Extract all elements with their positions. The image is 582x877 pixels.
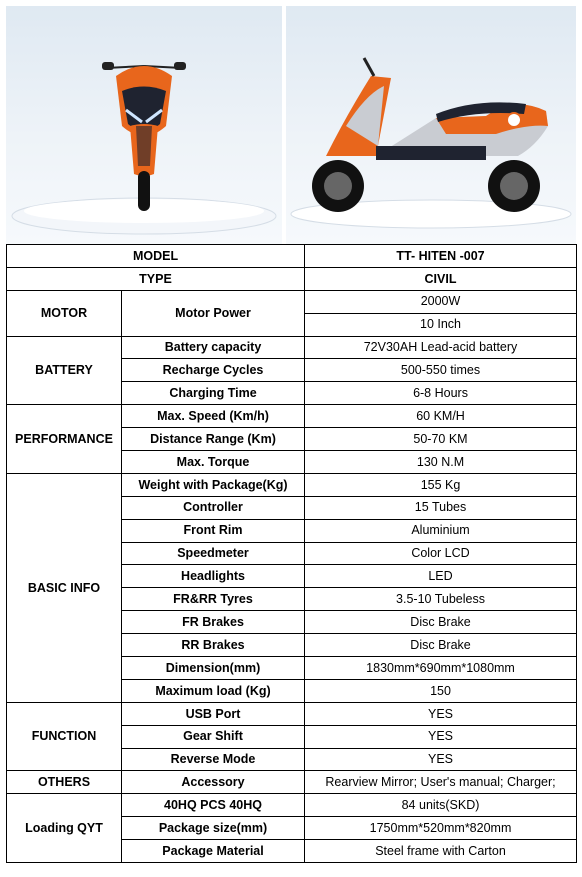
table-row [7,290,577,313]
param-cell: Controller [122,496,305,519]
scooter-side-photo [286,6,576,244]
param-cell: Gear Shift [122,725,305,748]
value-cell: 15 Tubes [305,496,577,519]
value-cell: 6-8 Hours [305,382,577,405]
value-cell: 1830mm*690mm*1080mm [305,657,577,680]
param-cell: USB Port [122,702,305,725]
table-row [7,771,577,794]
model-label: MODEL [7,245,305,268]
param-cell: Package Material [122,840,305,863]
value-cell: LED [305,565,577,588]
type-label: TYPE [7,267,305,290]
group-performance: PERFORMANCE [7,405,122,474]
param-cell: Speedmeter [122,542,305,565]
value-cell: 155 Kg [305,473,577,496]
param-cell: FR Brakes [122,611,305,634]
param-cell: Headlights [122,565,305,588]
param-cell: 40HQ PCS 40HQ [122,794,305,817]
table-row [7,794,577,817]
value-cell: 3.5-10 Tubeless [305,588,577,611]
value-cell: 72V30AH Lead-acid battery [305,336,577,359]
type-value: CIVIL [305,267,577,290]
value-cell: 130 N.M [305,451,577,474]
table-row [7,473,577,496]
param-cell: Battery capacity [122,336,305,359]
group-loading-qyt: Loading QYT [7,794,122,863]
param-cell: RR Brakes [122,634,305,657]
value-cell: YES [305,748,577,771]
model-value: TT- HITEN -007 [305,245,577,268]
table-row [7,702,577,725]
param-cell: Dimension(mm) [122,657,305,680]
group-motor: MOTOR [7,290,122,336]
param-cell: Motor Power [122,290,305,336]
scooter-front-illustration [6,6,282,244]
value-cell: Rearview Mirror; User's manual; Charger; [305,771,577,794]
param-cell: Package size(mm) [122,817,305,840]
value-cell: Color LCD [305,542,577,565]
group-battery: BATTERY [7,336,122,405]
value-cell: Disc Brake [305,634,577,657]
table-row-model [7,245,577,268]
value-cell: 10 Inch [305,313,577,336]
param-cell: Accessory [122,771,305,794]
value-cell: 2000W [305,290,577,313]
scooter-side-illustration [286,6,576,244]
value-cell: Disc Brake [305,611,577,634]
param-cell: Front Rim [122,519,305,542]
group-function: FUNCTION [7,702,122,771]
param-cell: Recharge Cycles [122,359,305,382]
value-cell: YES [305,725,577,748]
value-cell: 60 KM/H [305,405,577,428]
scooter-front-photo [6,6,282,244]
param-cell: Weight with Package(Kg) [122,473,305,496]
value-cell: Aluminium [305,519,577,542]
value-cell: 50-70 KM [305,428,577,451]
product-photos [0,0,582,244]
table-row-type [7,267,577,290]
param-cell: Reverse Mode [122,748,305,771]
table-row [7,405,577,428]
value-cell: Steel frame with Carton [305,840,577,863]
param-cell: Max. Torque [122,451,305,474]
group-basic-info: BASIC INFO [7,473,122,702]
group-others: OTHERS [7,771,122,794]
spec-table [6,244,577,863]
param-cell: FR&RR Tyres [122,588,305,611]
param-cell: Maximum load (Kg) [122,679,305,702]
value-cell: 84 units(SKD) [305,794,577,817]
param-cell: Charging Time [122,382,305,405]
table-row [7,336,577,359]
value-cell: 1750mm*520mm*820mm [305,817,577,840]
value-cell: 150 [305,679,577,702]
param-cell: Distance Range (Km) [122,428,305,451]
param-cell: Max. Speed (Km/h) [122,405,305,428]
value-cell: YES [305,702,577,725]
value-cell: 500-550 times [305,359,577,382]
